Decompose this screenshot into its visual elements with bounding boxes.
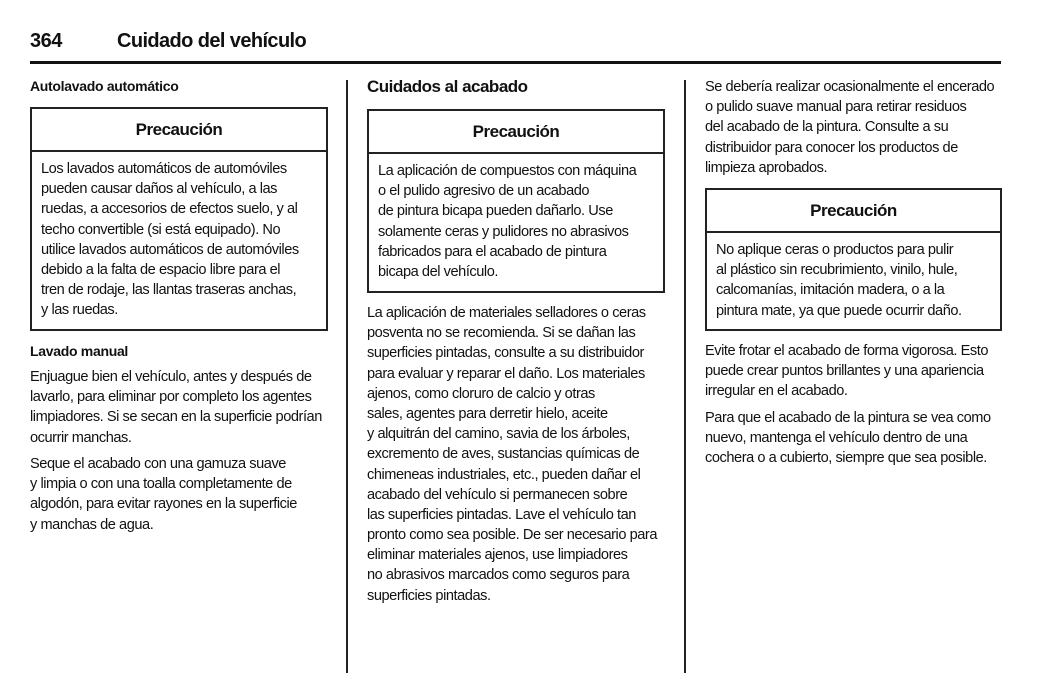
section-heading-lavado-manual: Lavado manual [30, 343, 129, 359]
text-line: acabado del vehículo si permanecen sobre [367, 486, 628, 503]
text-line: pueden causar daños al vehículo, a las [41, 181, 278, 198]
text-line: eliminar materiales ajenos, use limpiadores [367, 547, 628, 564]
text-line: no abrasivos marcados como seguros para [367, 567, 630, 584]
paragraph [705, 408, 991, 469]
caution-title: Precaución [369, 111, 663, 154]
text-line: No aplique ceras o productos para pulir [716, 242, 954, 258]
text-line: excremento de aves, sustancias químicas de [367, 446, 640, 463]
text-line: y manchas de agua. [30, 516, 154, 533]
text-line: y alquitrán del camino, savia de los árboles, [367, 426, 630, 443]
text-line: posventa no se recomienda. Si se dañan las [367, 325, 636, 342]
paragraph [705, 341, 988, 402]
text-line: Para que el acabado de la pintura se vea como [705, 410, 991, 426]
text-line: del acabado de la pintura. Consulte a su [705, 119, 949, 136]
paragraph [705, 77, 994, 178]
header-rule [30, 61, 1001, 64]
text-line: o el pulido agresivo de un acabado [378, 183, 590, 200]
text-line: fabricados para el acabado de pintura [378, 243, 607, 260]
text-line: tren de rodaje, las llantas traseras anchas, [41, 282, 297, 299]
page-number: 364 [30, 30, 62, 52]
column-divider [684, 80, 686, 673]
paragraph [367, 303, 657, 606]
text-line: de pintura bicapa pueden dañarlo. Use [378, 203, 613, 220]
text-line: Seque el acabado con una gamuza suave [30, 456, 286, 472]
caution-box [705, 188, 1002, 331]
text-line: debido a la falta de espacio libre para el [41, 261, 281, 278]
text-line: Se debería realizar ocasionalmente el encerado [705, 79, 995, 95]
caution-text [707, 233, 1000, 321]
caution-title: Precaución [32, 109, 326, 152]
page-title: Cuidado del vehículo [117, 30, 307, 52]
text-line: ajenos, como cloruro de calcio y otras [367, 385, 595, 402]
text-line: techo convertible (si está equipado). No [41, 221, 281, 238]
section-heading-autolavado: Autolavado automático [30, 78, 179, 94]
paragraph [30, 367, 322, 448]
text-line: utilice lavados automáticos de automóviles [41, 241, 299, 258]
text-line: pintura mate, ya que puede ocurrir daño. [716, 302, 962, 319]
text-line: calcomanías, imitación madera, o a la [716, 282, 945, 299]
text-line: cochera o a cubierto, siempre que sea posible. [705, 450, 987, 467]
text-line: y las ruedas. [41, 302, 118, 319]
text-line: o pulido suave manual para retirar residuos [705, 99, 967, 116]
text-line: La aplicación de materiales selladores o ceras [367, 305, 646, 321]
text-line: distribuidor para conocer los productos de [705, 139, 958, 156]
text-line: superficies pintadas, consulte a su distribuidor [367, 345, 644, 362]
text-line: nuevo, mantenga el vehículo dentro de una [705, 430, 968, 447]
text-line: sales, agentes para derretir hielo, aceite [367, 405, 608, 422]
text-line: superficies pintadas. [367, 587, 491, 604]
text-line: irregular en el acabado. [705, 383, 848, 400]
text-line: puede crear puntos brillantes y una apariencia [705, 363, 984, 380]
caution-text [369, 154, 663, 282]
text-line: lavarlo, para eliminar por completo los agentes [30, 389, 312, 406]
text-line: algodón, para evitar rayones en la superficie [30, 496, 297, 513]
caution-box [30, 107, 328, 331]
caution-box [367, 109, 665, 293]
caution-text [32, 152, 326, 321]
text-line: Evite frotar el acabado de forma vigorosa. Esto [705, 343, 989, 359]
text-line: chimeneas industriales, etc., pueden dañar el [367, 466, 641, 483]
paragraph [30, 454, 297, 535]
column-divider [346, 80, 348, 673]
text-line: pronto como sea posible. De ser necesario para [367, 527, 657, 544]
text-line: limpieza aprobados. [705, 159, 828, 176]
text-line: solamente ceras y pulidores no abrasivos [378, 223, 629, 240]
text-line: para evaluar y reparar el daño. Los materiales [367, 365, 645, 382]
text-line: las superficies pintadas. Lave el vehículo tan [367, 506, 636, 523]
text-line: al plástico sin recubrimiento, vinilo, hule, [716, 262, 958, 279]
text-line: ruedas, a accesorios de efectos suelo, y al [41, 201, 298, 218]
text-line: ocurrir manchas. [30, 429, 132, 446]
text-line: limpiadores. Si se secan en la superficie podrían [30, 409, 322, 426]
text-line: La aplicación de compuestos con máquina [378, 163, 637, 179]
caution-title: Precaución [707, 190, 1000, 233]
section-heading-cuidados: Cuidados al acabado [367, 77, 528, 96]
text-line: Enjuague bien el vehículo, antes y después de [30, 369, 312, 385]
text-line: y limpia o con una toalla completamente de [30, 476, 292, 493]
text-line: bicapa del vehículo. [378, 263, 498, 280]
text-line: Los lavados automáticos de automóviles [41, 161, 287, 177]
